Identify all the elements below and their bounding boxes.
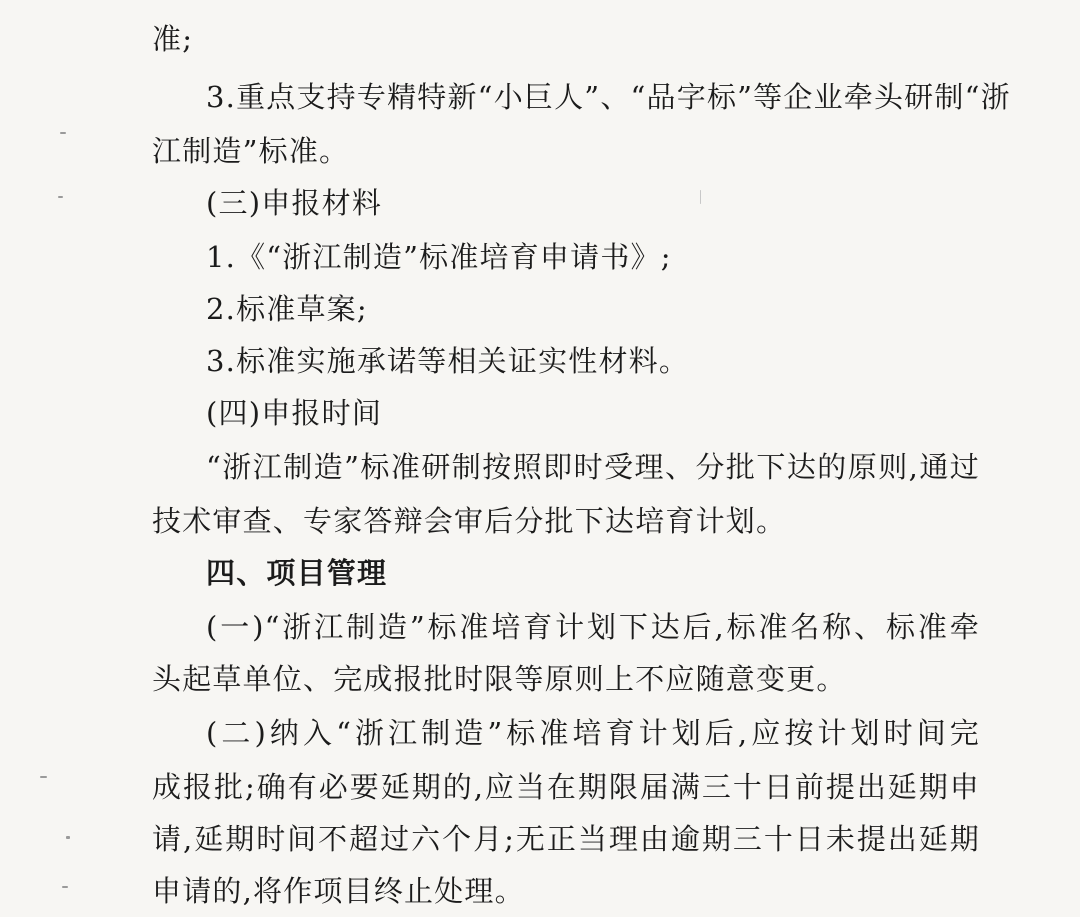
scan-speck (58, 196, 63, 198)
text-line-mgmt-2a: (二)纳入“浙江制造”标准培育计划后,应按计划时间完 (206, 716, 980, 750)
text-line-mgmt-1a: (一)“浙江制造”标准培育计划下达后,标准名称、标准牵 (206, 610, 980, 644)
scan-speck (66, 836, 70, 839)
text-line-item-3-end: 江制造”标准。 (152, 134, 350, 168)
text-line-material-3: 3.标准实施承诺等相关证实性材料。 (206, 344, 690, 378)
chapter-heading-project-management: 四、项目管理 (206, 556, 388, 590)
text-line-item-3-support: 3.重点支持专精特新“小巨人”、“品字标”等企业牵头研制“浙 (206, 80, 1011, 114)
section-heading-materials: (三)申报材料 (206, 186, 383, 220)
text-line-material-2: 2.标准草案; (206, 292, 368, 326)
text-line-material-1: 1.《“浙江制造”标准培育申请书》; (206, 240, 672, 274)
text-line-time-1: “浙江制造”标准研制按照即时受理、分批下达的原则,通过 (206, 450, 980, 484)
scan-speck (40, 776, 47, 778)
scan-speck (60, 132, 66, 134)
text-line-mgmt-1b: 头起草单位、完成报批时限等原则上不应随意变更。 (152, 662, 847, 696)
text-line-mgmt-2b: 成报批;确有必要延期的,应当在期限届满三十日前提出延期申 (152, 770, 980, 804)
text-line-mgmt-2c: 请,延期时间不超过六个月;无正当理由逾期三十日未提出延期 (152, 822, 980, 856)
text-line-continuation: 准; (152, 22, 194, 56)
text-line-time-2: 技术审查、专家答辩会审后分批下达培育计划。 (152, 504, 787, 538)
section-heading-time: (四)申报时间 (206, 396, 383, 430)
scan-speck (700, 190, 701, 204)
text-line-mgmt-2d: 申请的,将作项目终止处理。 (152, 874, 525, 908)
scan-speck (62, 886, 68, 888)
